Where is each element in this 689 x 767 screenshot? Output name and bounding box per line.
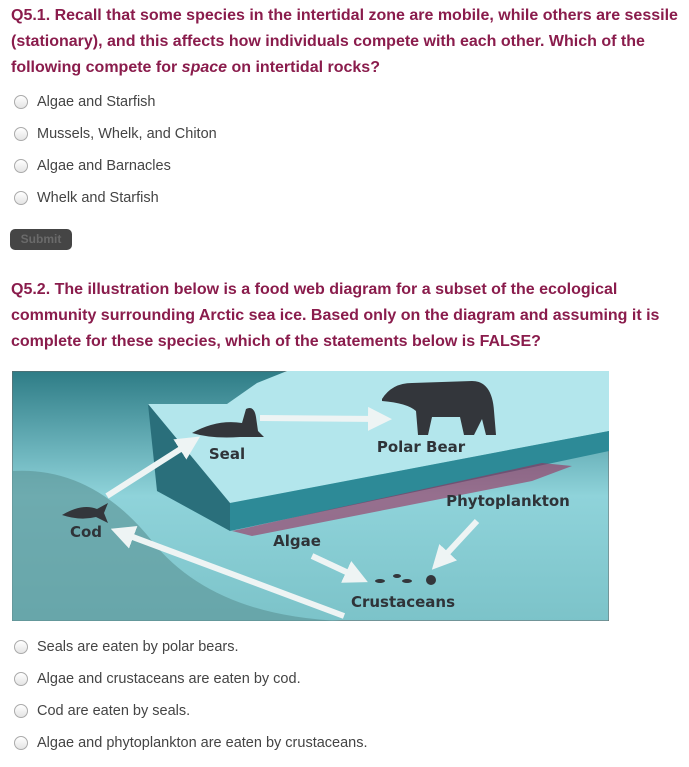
radio-button[interactable] bbox=[14, 736, 28, 750]
q1-option-2[interactable] bbox=[14, 126, 217, 142]
label-cod: Cod bbox=[69, 523, 103, 541]
label-seal: Seal bbox=[208, 445, 246, 463]
radio-button[interactable] bbox=[14, 640, 28, 654]
q2-option-2[interactable] bbox=[14, 671, 301, 687]
option-label: Algae and phytoplankton are eaten by crustaceans. bbox=[37, 735, 368, 751]
label-algae: Algae bbox=[273, 532, 321, 550]
radio-button[interactable] bbox=[14, 672, 28, 686]
q2-option-3[interactable] bbox=[14, 703, 190, 719]
question-emphasis: space bbox=[181, 59, 228, 76]
radio-button[interactable] bbox=[14, 704, 28, 718]
radio-button[interactable] bbox=[14, 127, 28, 141]
submit-button[interactable]: Submit bbox=[10, 229, 72, 250]
radio-button[interactable] bbox=[14, 191, 28, 205]
option-label: Cod are eaten by seals. bbox=[37, 703, 191, 719]
question-text: Q5.1. Recall that some species in the intertidal zone are mobile, while others are sessile (stationary), and this affects how individuals compete with each other. Which of the following compete for bbox=[11, 7, 678, 76]
q1-option-3[interactable] bbox=[14, 158, 171, 174]
option-label: Algae and Barnacles bbox=[37, 158, 171, 174]
label-polar-bear: Polar Bear bbox=[376, 438, 466, 456]
radio-button[interactable] bbox=[14, 95, 28, 109]
q2-option-1[interactable] bbox=[14, 639, 239, 655]
option-label: Algae and crustaceans are eaten by cod. bbox=[37, 671, 301, 687]
food-web-diagram bbox=[12, 371, 609, 621]
label-phytoplankton: Phytoplankton bbox=[446, 492, 570, 510]
q2-option-4[interactable] bbox=[14, 735, 368, 751]
option-label: Whelk and Starfish bbox=[37, 190, 159, 206]
option-label: Seals are eaten by polar bears. bbox=[37, 639, 239, 655]
q1-option-4[interactable] bbox=[14, 190, 159, 206]
question-text-end: on intertidal rocks? bbox=[227, 59, 380, 76]
option-label: Mussels, Whelk, and Chiton bbox=[37, 126, 217, 142]
radio-button[interactable] bbox=[14, 159, 28, 173]
question-5-2: Q5.2. The illustration below is a food web diagram for a subset of the ecological community surrounding Arctic sea ice. Based only on the diagram and assuming it is complete for these species, which of the statements below is FALSE? bbox=[11, 281, 660, 350]
question-5-1 bbox=[11, 3, 681, 81]
label-crustaceans: Crustaceans bbox=[350, 593, 456, 611]
q1-option-1[interactable] bbox=[14, 94, 156, 110]
option-label: Algae and Starfish bbox=[37, 94, 156, 110]
